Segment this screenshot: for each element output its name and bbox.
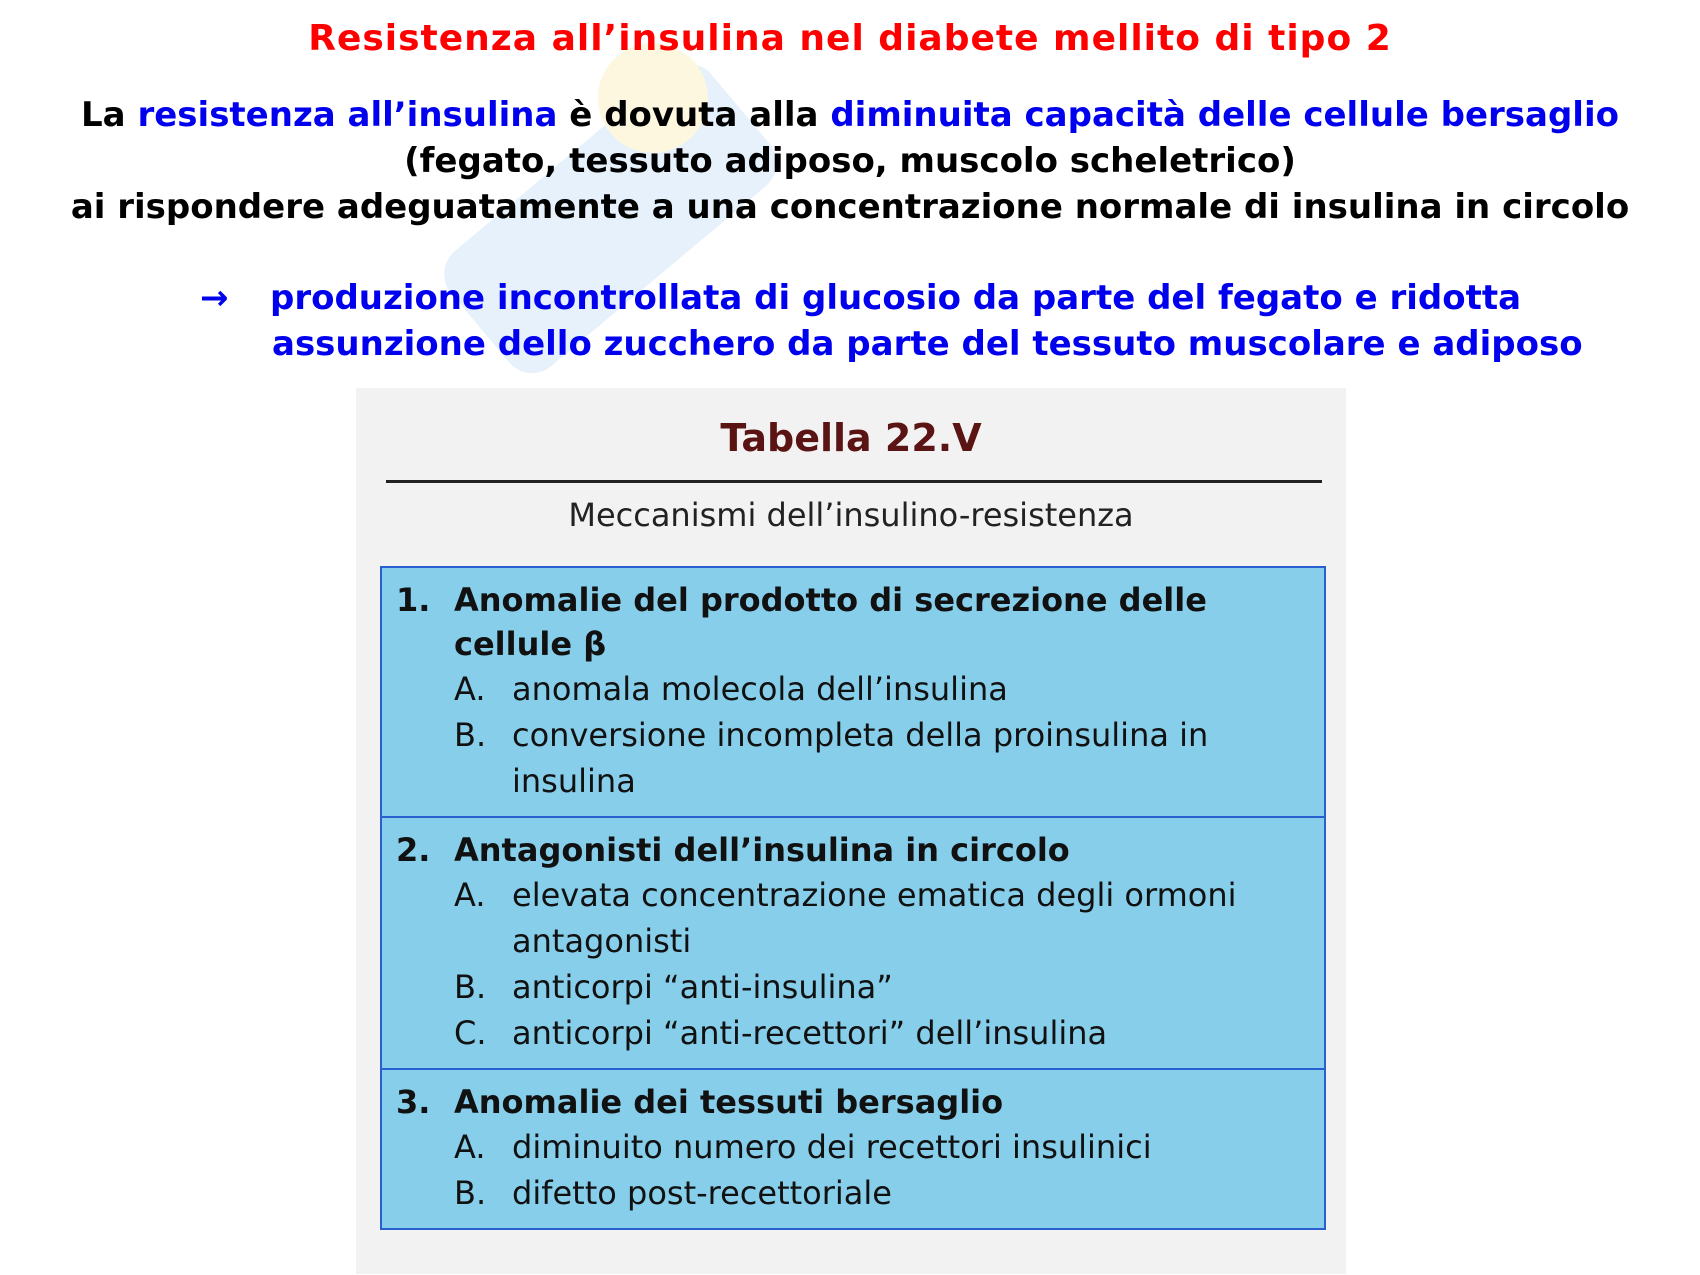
mechanisms-table: [380, 566, 1326, 1230]
table-item: [396, 712, 1310, 804]
table-item: [396, 1010, 1310, 1056]
item-text: difetto post-recettoriale: [512, 1174, 892, 1212]
consequence-line-2: assunzione dello zucchero da parte del tessuto muscolare e adiposo: [272, 324, 1583, 364]
item-letter: C.: [454, 1014, 487, 1052]
item-text: elevata concentrazione ematica degli ormoni antagonisti: [512, 876, 1237, 960]
item-text: conversione incompleta della proinsulina in insulina: [512, 716, 1209, 800]
item-text: anticorpi “anti-recettori” dell’insulina: [512, 1014, 1108, 1052]
intro-line-1: La resistenza all’insulina è dovuta alla diminuita capacità delle cellule bersaglio: [81, 95, 1619, 135]
item-text: anticorpi “anti-insulina”: [512, 968, 893, 1006]
consequence-line-1: produzione incontrollata di glucosio da parte del fegato e ridotta: [270, 278, 1522, 318]
slide-title: Resistenza all’insulina nel diabete mellito di tipo 2: [308, 18, 1392, 59]
term-insulin-resistance: resistenza all’insulina: [137, 95, 558, 135]
table-item: [396, 872, 1310, 964]
table-section: [382, 568, 1324, 816]
section-number: 2.: [396, 831, 431, 869]
item-text: diminuito numero dei recettori insulinici: [512, 1128, 1152, 1166]
term-target-cells: diminuita capacità delle cellule bersaglio: [830, 95, 1619, 135]
intro-line-2: (fegato, tessuto adiposo, muscolo scheletrico): [404, 141, 1296, 181]
item-letter: B.: [454, 716, 487, 754]
table-figure: [356, 388, 1346, 1274]
intro-line-3: ai rispondere adeguatamente a una concentrazione normale di insulina in circolo: [70, 187, 1630, 227]
consequence-paragraph: [200, 275, 1600, 367]
intro-paragraph: [60, 92, 1640, 230]
table-item: [396, 964, 1310, 1010]
table-divider: [386, 480, 1322, 483]
item-letter: A.: [454, 1128, 486, 1166]
section-number: 3.: [396, 1083, 431, 1121]
table-section: [382, 816, 1324, 1068]
item-letter: A.: [454, 876, 486, 914]
item-letter: A.: [454, 670, 486, 708]
item-letter: B.: [454, 1174, 487, 1212]
item-text: anomala molecola dell’insulina: [512, 670, 1008, 708]
section-heading: Antagonisti dell’insulina in circolo: [454, 831, 1070, 869]
table-subtitle: Meccanismi dell’insulino-resistenza: [568, 496, 1134, 534]
table-title: Tabella 22.V: [720, 416, 982, 460]
section-heading: Anomalie dei tessuti bersaglio: [454, 1083, 1004, 1121]
arrow-icon: →: [200, 278, 229, 318]
table-section: [382, 1068, 1324, 1228]
section-number: 1.: [396, 581, 431, 619]
table-item: [396, 1170, 1310, 1216]
item-letter: B.: [454, 968, 487, 1006]
table-item: [396, 666, 1310, 712]
section-heading: Anomalie del prodotto di secrezione delle cellule β: [454, 581, 1207, 663]
table-item: [396, 1124, 1310, 1170]
